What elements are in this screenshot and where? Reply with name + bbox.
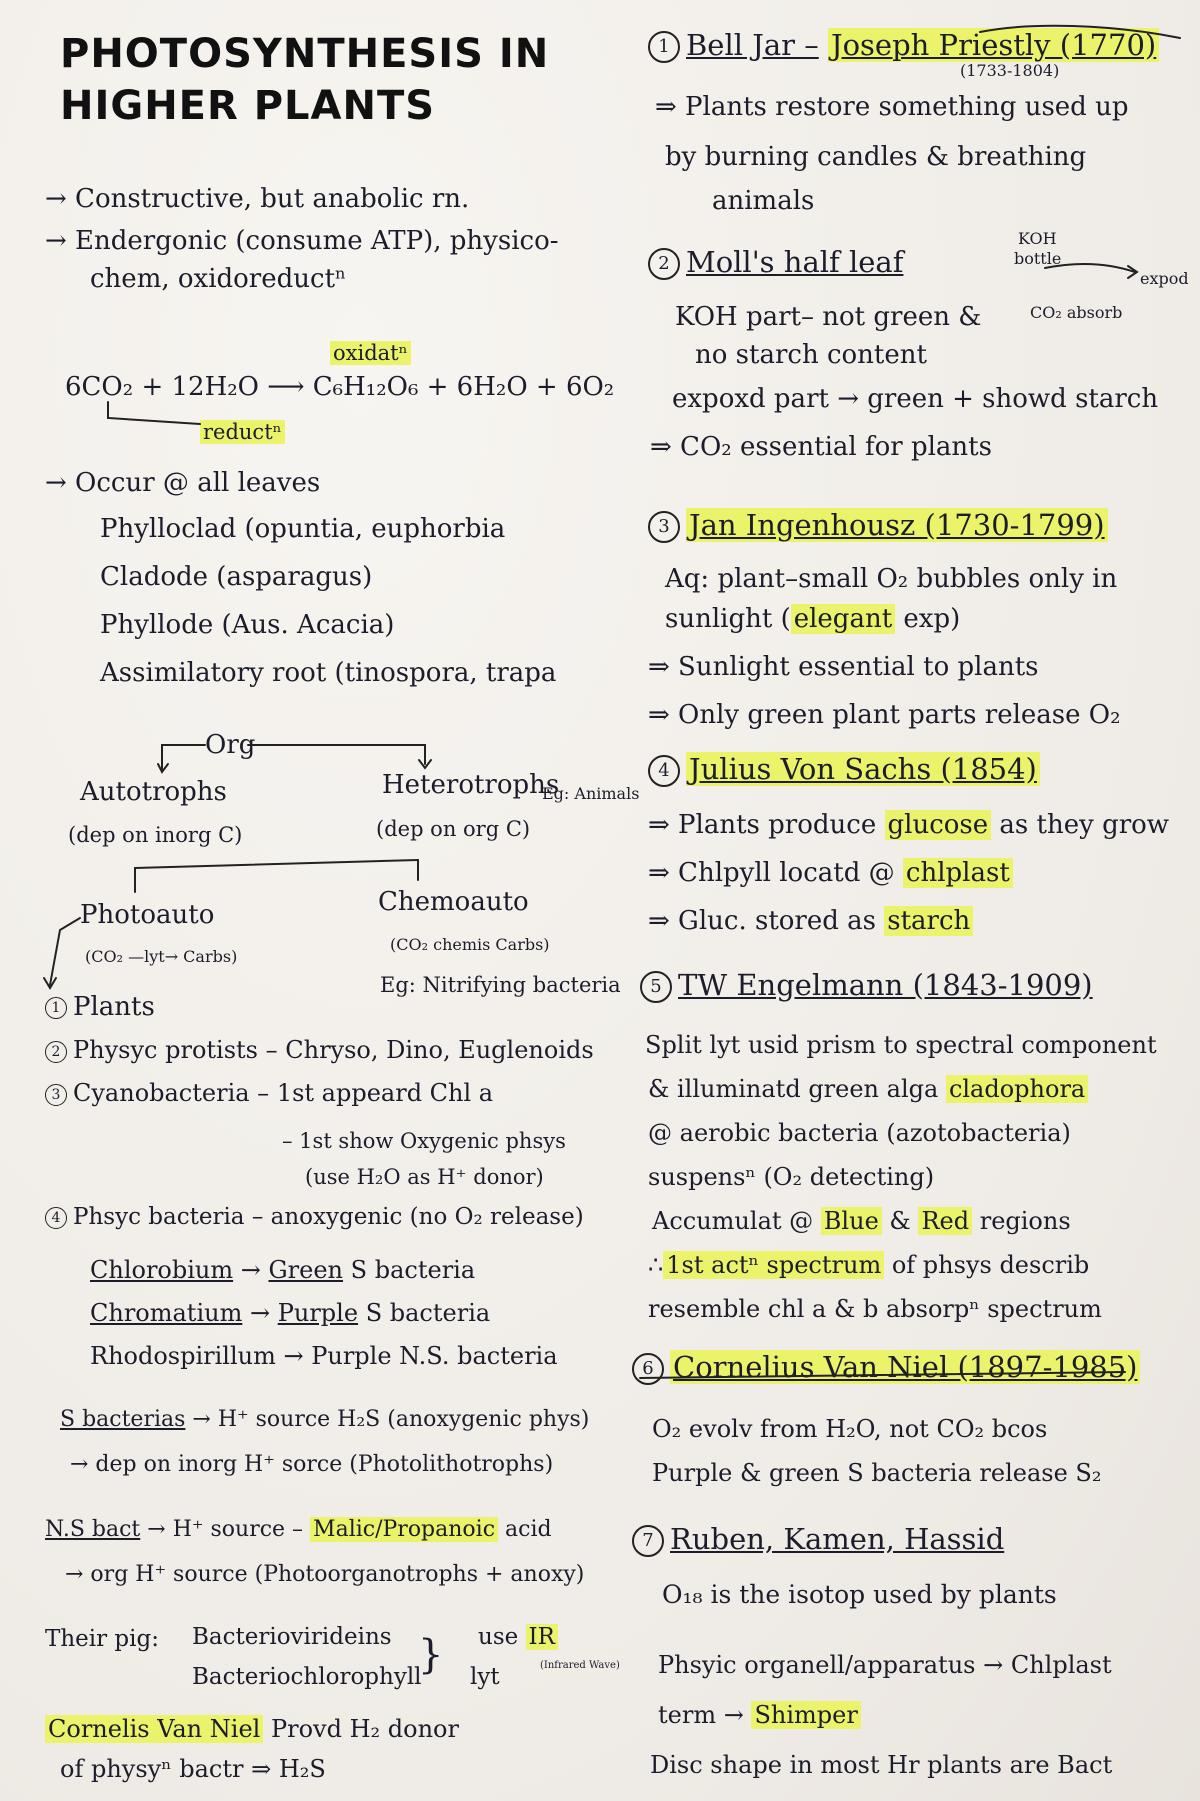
elegant-highlight: elegant — [791, 604, 895, 634]
list-plants-text: Plants — [73, 992, 155, 1022]
note-bacteriovirideins: Bacteriovirideins — [192, 1624, 392, 1650]
note-phylloclad: Phylloclad (opuntia, euphorbia — [100, 514, 506, 544]
accumulat-text: Accumulat @ — [652, 1207, 814, 1235]
moll-text: Moll's half leaf — [686, 245, 904, 279]
num-3-icon: 3 — [45, 1084, 67, 1106]
title-line-1: PHOTOSYNTHESIS IN — [60, 31, 550, 77]
oxidation-highlight: oxidatⁿ — [330, 341, 411, 365]
note-engel-4: suspensⁿ (O₂ detecting) — [648, 1163, 935, 1191]
chlpyll-text: ⇒ Chlpyll locatd @ — [648, 858, 895, 888]
note-occur-leaves: → Occur @ all leaves — [45, 468, 321, 498]
acid-text: acid — [505, 1517, 552, 1542]
note-lyt: lyt — [470, 1664, 500, 1690]
tree-chemoauto-eg: Eg: Nitrifying bacteria — [380, 973, 621, 997]
num-1-circle-icon: 1 — [648, 31, 680, 63]
note-priestly-3: animals — [712, 186, 815, 216]
note-niel-1: O₂ evolv from H₂O, not CO₂ bcos — [652, 1415, 1048, 1443]
tree-heterotrophs: Heterotrophs — [382, 770, 560, 800]
regions-text: regions — [979, 1207, 1071, 1235]
blue-highlight: Blue — [821, 1207, 882, 1235]
bacteria-rhodospirillum: Rhodospirillum → Purple N.S. bacteria — [90, 1342, 558, 1370]
brace-icon: } — [418, 1632, 444, 1678]
note-oxidoreduction: chem, oxidoreductⁿ — [90, 264, 347, 294]
van-niel-heading-highlight: Cornelius Van Niel (1897-1985) — [670, 1350, 1140, 1384]
h2-donor-text: Provd H₂ donor — [270, 1715, 459, 1743]
bacteria-chromatium: Chromatium → Purple S bacteria — [90, 1299, 491, 1327]
diagram-bottle: bottle — [1014, 249, 1062, 268]
h2s-source-text: → H⁺ source H₂S (anoxygenic phys) — [192, 1407, 590, 1432]
list-protists-text: Physyc protists – Chryso, Dino, Euglenoids — [73, 1036, 594, 1064]
note-priestly-2: by burning candles & breathing — [665, 142, 1087, 172]
h-source-text: → H⁺ source – — [147, 1517, 304, 1542]
tree-photoauto-sub: (CO₂ —lyt→ Carbs) — [85, 947, 238, 966]
amp-text: & — [889, 1207, 911, 1235]
priestly-lifespan: (1733-1804) — [960, 61, 1060, 80]
num-1-icon: 1 — [45, 997, 67, 1019]
s-bacteria-text-1: S bacteria — [350, 1256, 476, 1284]
note-photolithotrophs: → dep on inorg H⁺ sorce (Photolithotrophs) — [70, 1452, 554, 1477]
bacteria-chlorobium: Chlorobium → Green S bacteria — [90, 1256, 476, 1284]
note-ruben-4: Disc shape in most Hr plants are Bact — [650, 1751, 1113, 1779]
note-ingen-3: ⇒ Sunlight essential to plants — [648, 652, 1039, 682]
tree-org: Org — [205, 730, 256, 760]
sunlight-text: sunlight ( — [665, 604, 791, 634]
tree-autotrophs-sub: (dep on inorg C) — [68, 823, 243, 847]
title-line-2: HIGHER PLANTS — [60, 83, 436, 129]
note-moll-3: expoxd part → green + showd starch — [672, 384, 1159, 414]
use-text: use — [478, 1624, 519, 1650]
sachs-highlight: Julius Von Sachs (1854) — [686, 752, 1040, 786]
note-pigments-label: Their pig: — [45, 1626, 159, 1652]
num-2-circle-icon: 2 — [648, 248, 680, 280]
note-ingen-4: ⇒ Only green plant parts release O₂ — [648, 700, 1121, 730]
note-engel-7: resemble chl a & b absorpⁿ spectrum — [648, 1295, 1102, 1323]
num-7-circle-icon: 7 — [632, 1525, 664, 1557]
tree-chemoauto-sub: (CO₂ chemis Carbs) — [390, 935, 550, 954]
diagram-koh: KOH — [1018, 229, 1057, 248]
note-niel-2: Purple & green S bacteria release S₂ — [652, 1459, 1102, 1487]
note-engel-1: Split lyt usid prism to spectral component — [645, 1031, 1157, 1059]
note-photoorganotrophs: → org H⁺ source (Photoorganotrophs + anoxy) — [65, 1562, 585, 1587]
starch-highlight: starch — [884, 906, 973, 936]
note-phyllode: Phyllode (Aus. Acacia) — [100, 610, 395, 640]
note-engel-3: @ aerobic bacteria (azotobacteria) — [648, 1119, 1071, 1147]
purple-text: Purple — [277, 1299, 359, 1327]
note-ruben-1: O₁₈ is the isotop used by plants — [662, 1580, 1057, 1609]
note-h2o-donor: (use H₂O as H⁺ donor) — [305, 1165, 544, 1189]
as-they-grow-text: as they grow — [999, 810, 1170, 840]
red-highlight: Red — [918, 1207, 972, 1235]
action-spectrum-highlight: 1st actⁿ spectrum — [663, 1251, 884, 1279]
term-text: term → — [658, 1701, 744, 1729]
note-cladode: Cladode (asparagus) — [100, 562, 373, 592]
reduction-highlight: reductⁿ — [200, 420, 285, 444]
ir-highlight: IR — [526, 1624, 558, 1650]
bell-jar-text: Bell Jar – — [686, 28, 819, 62]
num-4-icon: 4 — [45, 1207, 67, 1229]
ns-bact-text: N.S bact — [45, 1517, 141, 1542]
s-bacterias-text: S bacterias — [60, 1407, 186, 1432]
van-niel-highlight: Cornelis Van Niel — [45, 1715, 263, 1743]
tree-autotrophs: Autotrophs — [80, 777, 227, 807]
note-moll-4: ⇒ CO₂ essential for plants — [650, 432, 992, 462]
tree-heterotrophs-sub: (dep on org C) — [376, 817, 531, 841]
chromatium-text: Chromatium — [90, 1299, 243, 1327]
num-6-circle-icon: 6 — [632, 1353, 664, 1385]
chlorobium-text: Chlorobium — [90, 1256, 234, 1284]
note-infrared: (Infrared Wave) — [540, 1660, 620, 1671]
num-4-circle-icon: 4 — [648, 755, 680, 787]
note-moll-2: no starch content — [695, 340, 927, 370]
note-priestly-1: ⇒ Plants restore something used up — [655, 92, 1129, 122]
priestly-highlight: Joseph Priestly (1770) — [828, 28, 1159, 62]
malic-highlight: Malic/Propanoic — [310, 1517, 498, 1542]
note-oxygenic: – 1st show Oxygenic phsys — [282, 1129, 566, 1153]
engelmann-text: TW Engelmann (1843-1909) — [678, 968, 1093, 1002]
note-ruben-2: Phsyic organell/apparatus → Chlplast — [658, 1651, 1112, 1679]
num-5-circle-icon: 5 — [640, 971, 672, 1003]
note-assimilatory-root: Assimilatory root (tinospora, trapa — [100, 658, 557, 688]
note-endergonic: → Endergonic (consume ATP), physico- — [45, 226, 559, 256]
note-bacteriochlorophyll: Bacteriochlorophyll — [192, 1664, 422, 1690]
green-text: Green — [268, 1256, 344, 1284]
shimper-highlight: Shimper — [751, 1701, 860, 1729]
cladophora-highlight: cladophora — [946, 1075, 1088, 1103]
list-cyanobacteria-text: Cyanobacteria – 1st appeard Chl a — [73, 1079, 494, 1107]
num-2-icon: 2 — [45, 1041, 67, 1063]
list-bacteria-text: Phsyc bacteria – anoxygenic (no O₂ release) — [73, 1204, 584, 1230]
tree-photoauto: Photoauto — [80, 900, 215, 930]
therefore-text: ∴ — [648, 1251, 664, 1279]
plants-produce-text: ⇒ Plants produce — [648, 810, 877, 840]
illuminatd-text: & illuminatd green alga — [648, 1075, 939, 1103]
phsys-describ-text: of phsys describ — [891, 1251, 1090, 1279]
photosynthesis-equation: 6CO₂ + 12H₂O ⟶ C₆H₁₂O₆ + 6H₂O + 6O₂ — [65, 372, 615, 402]
glucose-highlight: glucose — [885, 810, 992, 840]
ruben-text: Ruben, Kamen, Hassid — [670, 1522, 1005, 1556]
diagram-co2-absorb: CO₂ absorb — [1030, 303, 1123, 322]
note-anabolic: → Constructive, but anabolic rn. — [45, 184, 470, 214]
ingenhousz-highlight: Jan Ingenhousz (1730-1799) — [686, 508, 1108, 542]
num-3-circle-icon: 3 — [648, 511, 680, 543]
note-h2s: of physyⁿ bactr ⇒ H₂S — [60, 1755, 326, 1783]
note-moll-1: KOH part– not green & — [675, 302, 982, 332]
s-bacteria-text-2: S bacteria — [365, 1299, 491, 1327]
tree-heterotrophs-eg: Eg: Animals — [542, 784, 640, 803]
reduction-bracket — [108, 402, 200, 424]
diagram-expod: expod — [1140, 269, 1189, 288]
gluc-text: ⇒ Gluc. stored as — [648, 906, 876, 936]
chlplast-highlight: chlplast — [903, 858, 1013, 888]
note-ingen-1: Aq: plant–small O₂ bubbles only in — [665, 564, 1118, 594]
exp-text: exp) — [895, 604, 961, 634]
tree-chemoauto: Chemoauto — [378, 887, 529, 917]
